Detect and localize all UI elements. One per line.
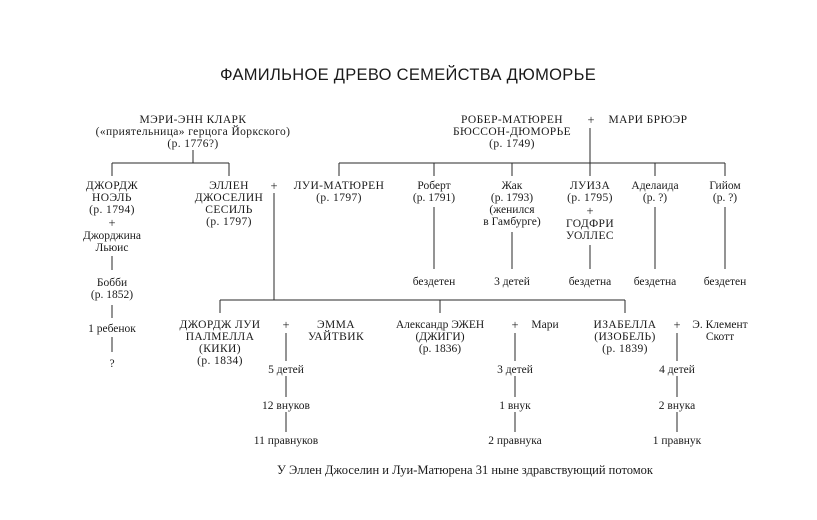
robert-descendants: бездетен	[412, 276, 456, 288]
footer-caption: У Эллен Джоселин и Луи-Матюрена 31 ныне здравствующий потомок	[277, 463, 653, 477]
person-robert: Роберт (р. 1791)	[412, 180, 456, 204]
alexander-eugene-children: 3 детей	[497, 364, 533, 376]
person-emma-wightwick: ЭММА УАЙТВИК	[307, 319, 365, 343]
person-marie: Мари	[531, 319, 559, 331]
isabella-children: 4 детей	[659, 364, 695, 376]
unknown-descendant: ?	[109, 358, 115, 370]
person-louis-mathurin: ЛУИ-МАТЮРЕН (р. 1797)	[293, 180, 385, 204]
marriage-plus: +	[108, 216, 116, 230]
person-louise: ЛУИЗА (р. 1795)	[567, 180, 613, 204]
person-adelaide: Аделаида (р. ?)	[631, 180, 679, 204]
marriage-plus: +	[587, 113, 595, 127]
isabella-great-grandchildren: 1 правнук	[652, 435, 702, 447]
person-mary-ann-clarke: МЭРИ-ЭНН КЛАРК («приятельница» герцога Йоркского) (р. 1776?)	[95, 114, 291, 150]
person-alexander-eugene: Александр ЭЖЕН (ДЖИГИ) (р. 1836)	[395, 319, 485, 355]
alexander-eugene-grandchildren: 1 внук	[499, 400, 531, 412]
adelaide-descendants: бездетна	[633, 276, 677, 288]
person-georgina-lewis: Джорджина Льюис	[82, 230, 142, 254]
george-louis-grandchildren: 12 внуков	[262, 400, 310, 412]
person-isabella: ИЗАБЕЛЛА (ИЗОБЕЛЬ) (р. 1839)	[593, 319, 657, 355]
descendants-one-child: 1 ребенок	[88, 323, 136, 335]
person-marie-bruere: МАРИ БРЮЭР	[608, 114, 688, 126]
marriage-plus: +	[673, 318, 681, 332]
person-clement-scott: Э. Клемент Скотт	[692, 319, 748, 343]
person-godfrey-wallace: ГОДФРИ УОЛЛЕС	[565, 218, 615, 242]
marriage-plus: +	[282, 318, 290, 332]
jacques-descendants: 3 детей	[494, 276, 530, 288]
george-louis-children: 5 детей	[268, 364, 304, 376]
person-george-louis: ДЖОРДЖ ЛУИ ПАЛМЕЛЛА (КИКИ) (р. 1834)	[179, 319, 261, 367]
marriage-plus: +	[586, 204, 594, 218]
marriage-plus: +	[511, 318, 519, 332]
person-guillaume: Гийом (р. ?)	[709, 180, 741, 204]
louise-descendants: бездетна	[568, 276, 612, 288]
george-louis-great-grandchildren: 11 правнуков	[253, 435, 319, 447]
page-title: ФАМИЛЬНОЕ ДРЕВО СЕМЕЙСТВА ДЮМОРЬЕ	[219, 66, 597, 84]
person-bobby: Бобби (р. 1852)	[90, 277, 134, 301]
guillaume-descendants: бездетен	[703, 276, 747, 288]
person-jacques: Жак (р. 1793) (женился в Гамбурге)	[483, 180, 541, 228]
marriage-plus: +	[270, 179, 278, 193]
isabella-grandchildren: 2 внука	[658, 400, 696, 412]
person-ellen-jocelyn: ЭЛЛЕН ДЖОСЕЛИН СЕСИЛЬ (р. 1797)	[194, 180, 264, 228]
alexander-eugene-great-grandchildren: 2 правнука	[488, 435, 542, 447]
person-george-noel: ДЖОРДЖ НОЭЛЬ (р. 1794)	[85, 180, 139, 216]
person-robert-mathurin: РОБЕР-МАТЮРЕН БЮССОН-ДЮМОРЬЕ (р. 1749)	[452, 114, 572, 150]
